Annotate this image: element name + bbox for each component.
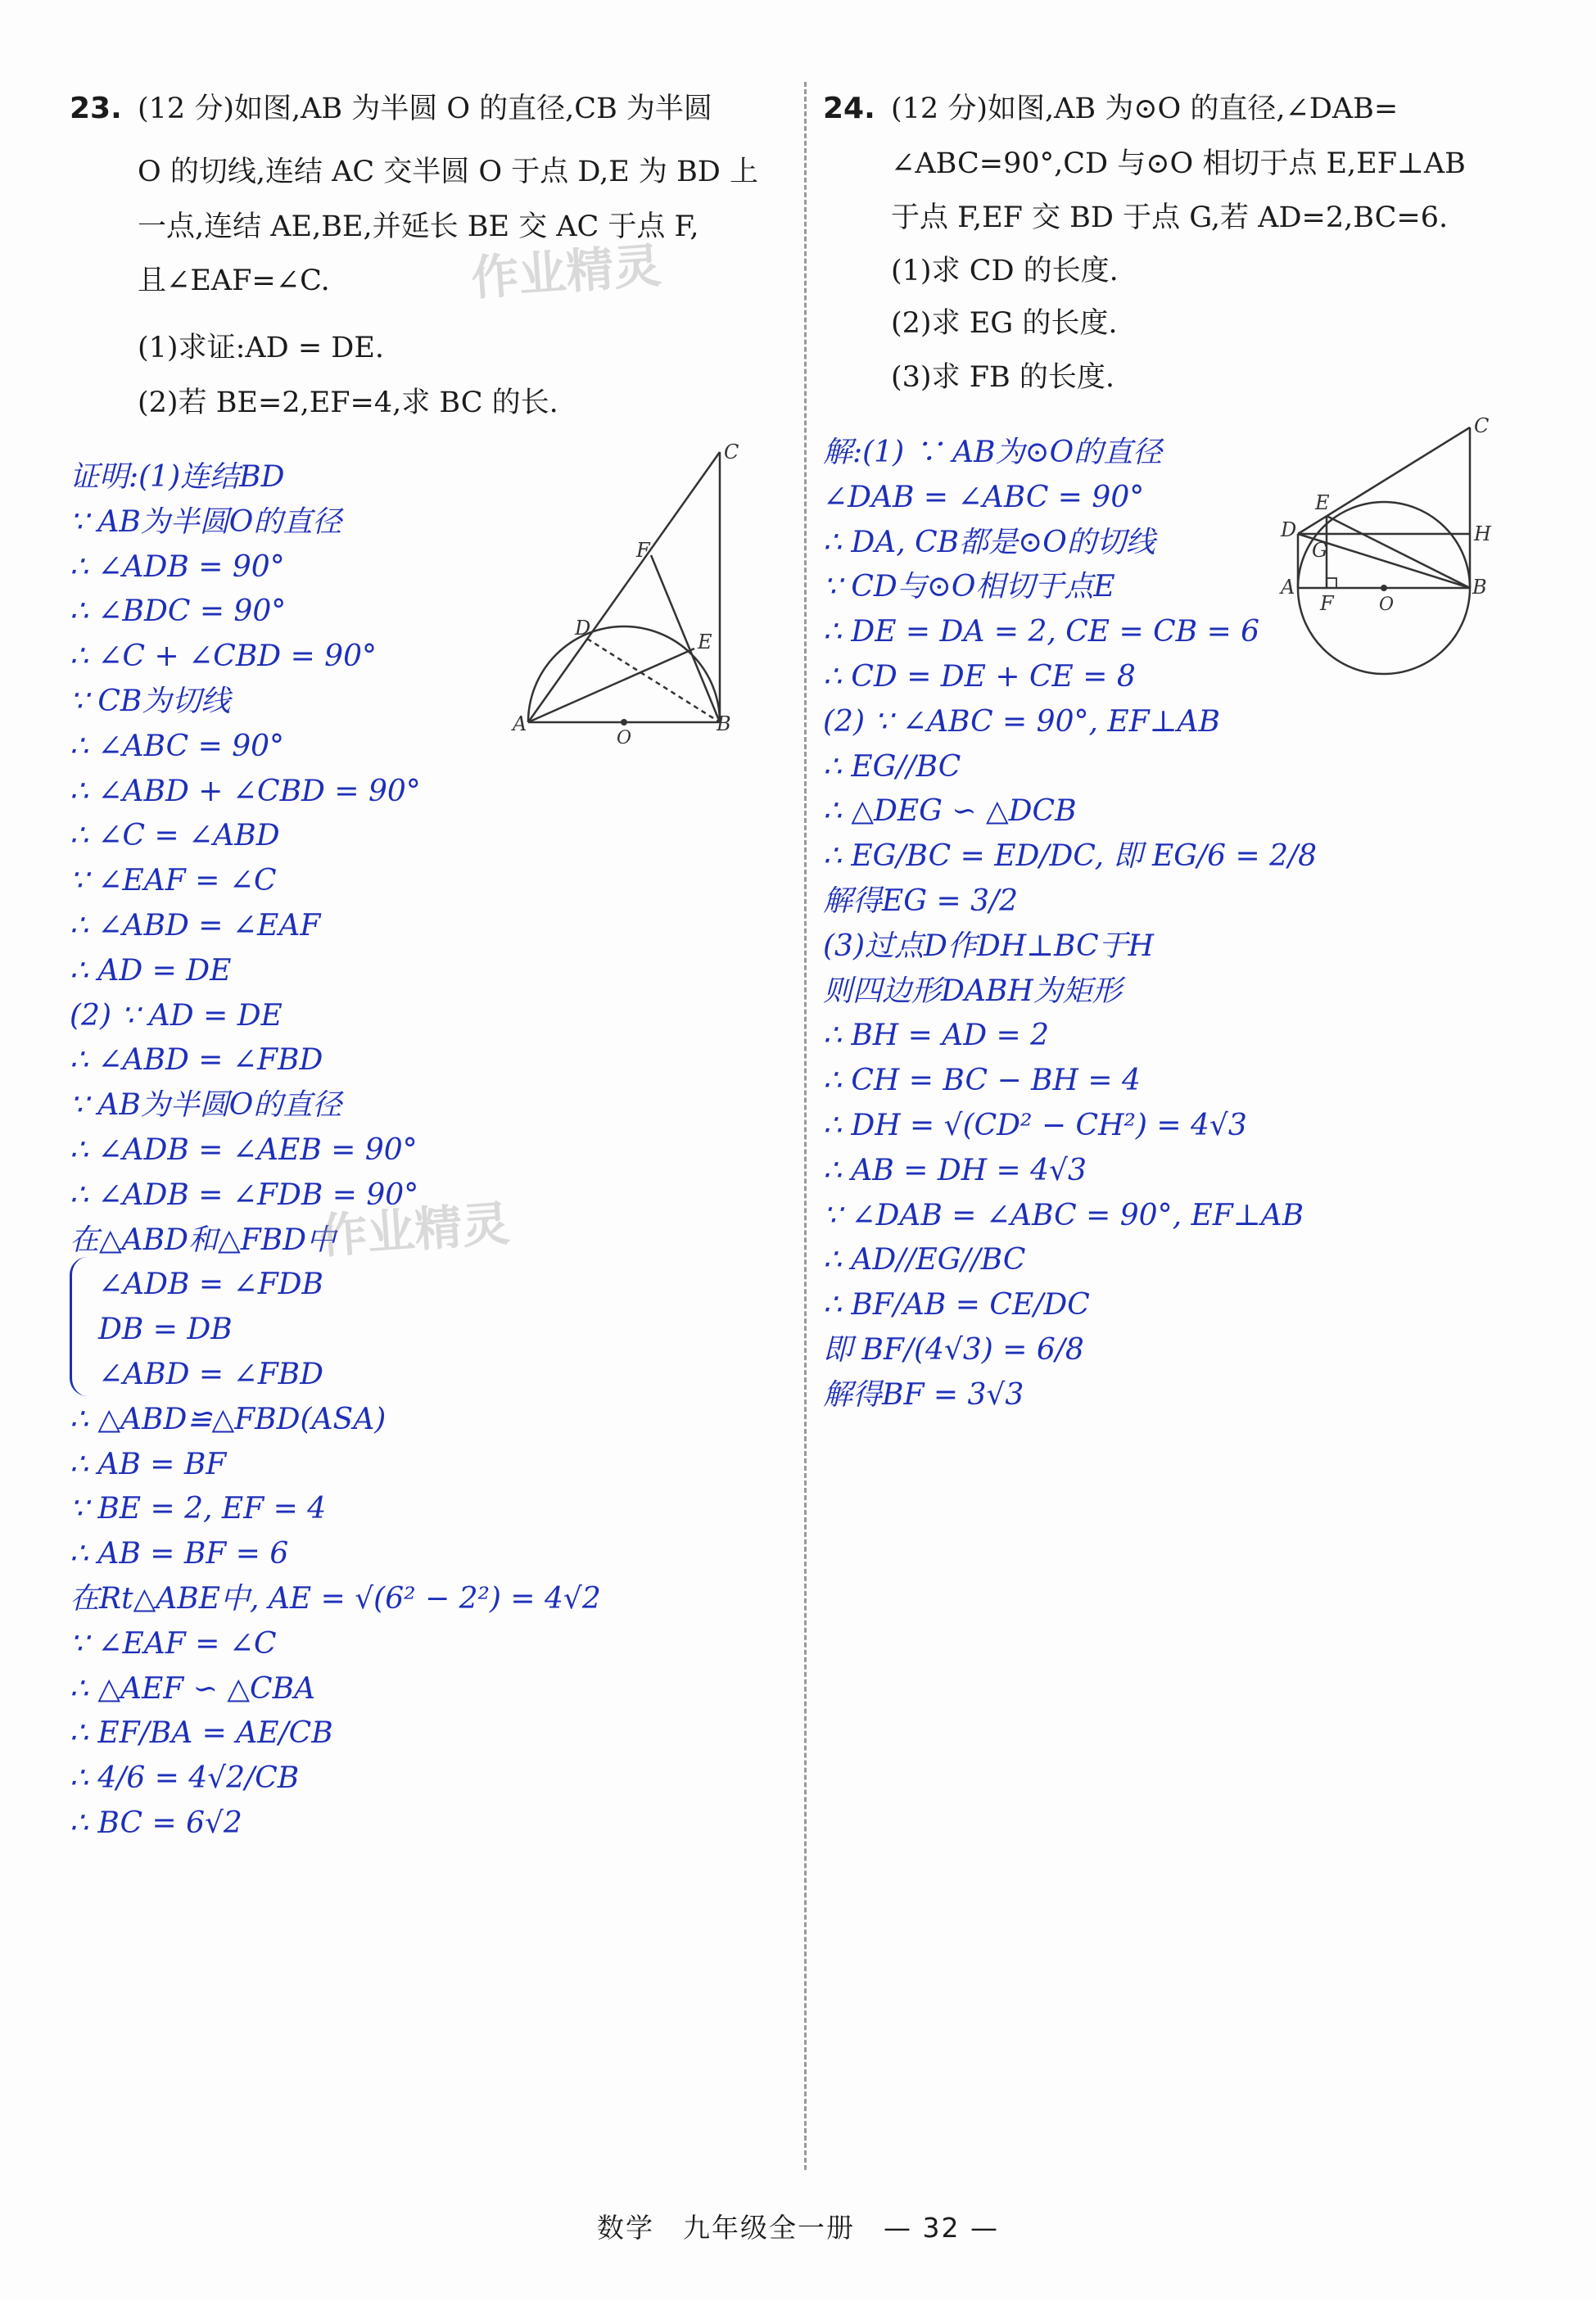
watermark: 作业精灵 xyxy=(318,1195,512,1264)
solution-line: ∴ ∠ADB = ∠FDB = 90° xyxy=(70,1178,419,1212)
q23-line: (2)若 BE=2,EF=4,求 BC 的长. xyxy=(138,387,558,419)
q23-figure xyxy=(508,434,753,762)
q23-line: 一点,连结 AE,BE,并延长 BE 交 AC 于点 F, xyxy=(138,210,699,243)
solution-line: ∴ CH = BC − BH = 4 xyxy=(823,1064,1141,1098)
solution-line: ∵ AB为半圆O的直径 xyxy=(70,504,342,539)
figure-label: E xyxy=(698,631,712,653)
solution-line: ∵ ∠EAF = ∠C xyxy=(70,864,277,898)
solution-line: ∴ BF/AB = CE/DC xyxy=(823,1288,1090,1322)
figure-label: F xyxy=(636,539,650,562)
solution-line: ∴ ∠ABD + ∠CBD = 90° xyxy=(70,774,421,808)
solution-line: ∠ABD = ∠FBD xyxy=(98,1358,323,1391)
figure-label: D xyxy=(1281,518,1297,541)
q23-header xyxy=(70,82,137,136)
figure-label: O xyxy=(1379,594,1395,615)
q24-line: (12 分)如图,AB 为⊙O 的直径,∠DAB= xyxy=(891,93,1399,125)
solution-line: 即 BF/(4√3) = 6/8 xyxy=(823,1333,1084,1367)
q23-line: 且∠EAF=∠C. xyxy=(138,264,330,297)
figure-label: C xyxy=(1474,414,1490,437)
solution-line: ∴ DH = √(CD² − CH²) = 4√3 xyxy=(823,1109,1247,1142)
solution-line: ∴ ∠ABD = ∠FBD xyxy=(70,1043,323,1078)
solution-line: ∴ ∠C = ∠ABD xyxy=(70,819,280,853)
figure-label: A xyxy=(513,712,527,735)
page-footer: 数学 九年级全一册 — 32 — xyxy=(597,2212,999,2244)
column-divider xyxy=(804,82,807,2170)
solution-line: ∴ AD//EG//BC xyxy=(823,1243,1026,1277)
solution-line: ∴ BC = 6√2 xyxy=(70,1806,242,1840)
solution-line: ∴ ∠C + ∠CBD = 90° xyxy=(70,640,377,674)
figure-label: B xyxy=(1472,576,1487,599)
solution-line: 在△ABD和△FBD中 xyxy=(70,1223,336,1257)
q24-line: (2)求 EG 的长度. xyxy=(891,307,1118,340)
solution-line: 在Rt△ABE中, AE = √(6² − 2²) = 4√2 xyxy=(70,1582,601,1616)
solution-line: ∴ DA, CB都是⊙O的切线 xyxy=(823,525,1155,559)
figure-label: C xyxy=(724,441,739,463)
solution-line: ∵ ∠DAB = ∠ABC = 90°, EF⊥AB xyxy=(823,1198,1304,1232)
solution-line: 则四边形DABH为矩形 xyxy=(823,974,1122,1008)
q24-line: 于点 F,EF 交 BD 于点 G,若 AD=2,BC=6. xyxy=(891,201,1449,234)
q23-line: O 的切线,连结 AC 交半圆 O 于点 D,E 为 BD 上 xyxy=(138,156,758,188)
solution-line: ∴ CD = DE + CE = 8 xyxy=(823,660,1136,694)
solution-line: ∴ △AEF ∽ △CBA xyxy=(70,1671,316,1706)
q24-line: ∠ABC=90°,CD 与⊙O 相切于点 E,EF⊥AB xyxy=(891,147,1466,180)
solution-line: ∴ AB = BF = 6 xyxy=(70,1537,289,1571)
solution-line: ∴ ∠ABD = ∠EAF xyxy=(70,909,321,943)
solution-line: ∴ ∠ADB = 90° xyxy=(70,549,285,584)
solution-line: ∴ EG//BC xyxy=(823,749,961,784)
solution-line: 解得EG = 3/2 xyxy=(823,884,1019,918)
solution-line: ∵ CD与⊙O相切于点E xyxy=(823,570,1115,604)
q24-line: (1)求 CD 的长度. xyxy=(891,255,1119,287)
solution-line: ∵ BE = 2, EF = 4 xyxy=(70,1492,327,1526)
q23-line: (12 分)如图,AB 为半圆 O 的直径,CB 为半圆 xyxy=(138,93,712,125)
solution-line: (2) ∵ AD = DE xyxy=(70,998,283,1033)
figure-label: A xyxy=(1281,576,1295,599)
solution-line: (2) ∵ ∠ABC = 90°, EF⊥AB xyxy=(823,704,1220,739)
q24-number: 24. xyxy=(823,92,875,125)
q23-number: 23. xyxy=(70,92,122,125)
watermark: 作业精灵 xyxy=(469,237,663,306)
solution-line: ∴ △ABD≌△FBD(ASA) xyxy=(70,1402,387,1436)
solution-line: ∴ ∠ADB = ∠AEB = 90° xyxy=(70,1133,418,1167)
solution-line: 解得BF = 3√3 xyxy=(823,1377,1024,1412)
solution-line: DB = DB xyxy=(98,1313,233,1347)
solution-line: ∴ EG/BC = ED/DC, 即 EG/6 = 2/8 xyxy=(823,839,1318,874)
q24-line: (3)求 FB 的长度. xyxy=(891,361,1114,394)
q24-figure xyxy=(1269,409,1531,696)
solution-line: ∴ AD = DE xyxy=(70,953,232,988)
solution-line: ∴ EF/BA = AE/CB xyxy=(70,1716,333,1751)
figure-label: O xyxy=(617,728,632,748)
solution-line: ∴ AB = BF xyxy=(70,1447,227,1481)
figure-label: D xyxy=(575,617,591,640)
solution-line: ∵ CB为切线 xyxy=(70,685,231,718)
solution-line: ∴ AB = DH = 4√3 xyxy=(823,1153,1087,1187)
solution-line: ∠DAB = ∠ABC = 90° xyxy=(823,480,1145,514)
figure-label: H xyxy=(1474,522,1491,545)
congruence-brace xyxy=(70,1257,92,1396)
solution-line: ∴ DE = DA = 2, CE = CB = 6 xyxy=(823,615,1260,649)
solution-line: ∴ 4/6 = 4√2/CB xyxy=(70,1761,300,1796)
solution-line: ∵ ∠EAF = ∠C xyxy=(70,1626,277,1661)
q23-line: (1)求证:AD = DE. xyxy=(138,332,385,364)
solution-line: 证明:(1)连结BD xyxy=(70,460,285,494)
figure-label: E xyxy=(1315,491,1330,514)
solution-line: ∠ADB = ∠FDB xyxy=(98,1268,323,1302)
solution-line: (3)过点D作DH⊥BC于H xyxy=(823,929,1155,963)
q24-header xyxy=(823,82,890,136)
solution-line: ∴ ∠ABC = 90° xyxy=(70,729,285,763)
figure-label: F xyxy=(1320,592,1334,615)
solution-line: ∴ △DEG ∽ △DCB xyxy=(823,794,1077,829)
figure-label: G xyxy=(1312,539,1328,562)
solution-line: ∴ ∠BDC = 90° xyxy=(70,594,287,629)
solution-line: 解:(1) ∵ AB为⊙O的直径 xyxy=(823,436,1163,469)
figure-label: B xyxy=(717,712,731,735)
solution-line: ∴ BH = AD = 2 xyxy=(823,1019,1050,1053)
solution-line: ∵ AB为半圆O的直径 xyxy=(70,1088,342,1123)
